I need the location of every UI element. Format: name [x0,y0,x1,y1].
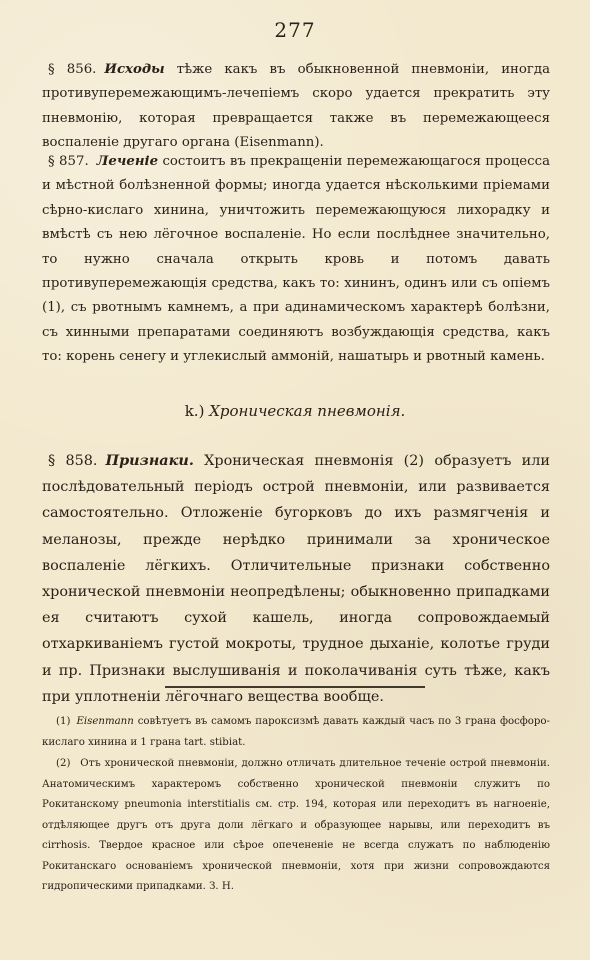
footnote-mark: (1) [56,716,71,727]
subheading-letter: k.) [184,402,205,420]
paragraph-text: Хроническая пневмонія (2) образуетъ или послѣдовательный періодъ острой пневмоніи, или развивается самостоятельно. Отложеніе бугорковъ до ихъ размягченія и меланозы, прежде нерѣдко принимали за хроническое воспаленіе лёгкихъ. Отличительные признаки собственно хронической пневмоніи неопредѣлены; обыкновенно припадками ея считаютъ сухой кашель, иногда сопровождаемый отхаркиваніемъ густой мокроты, трудное дыханіе, колотье груди и пр. Признаки выслушиванія и поколачиванія суть тѣже, какъ при уплотненіи лёгочнаго вещества вообще. [42,453,550,705]
section-lead: Признаки. [105,452,194,469]
footnote-divider [165,686,425,688]
footnote-text: Отъ хронической пневмоніи, должно отличать длительное теченіе острой пневмоніи. Анатомическимъ характеромъ собственно хронической пневмоніи служитъ по Рокитанскому pneumonia interstitialis см. стр. 194, которая или переходитъ въ нагноеніе, отдѣляющее другъ отъ друга доли лёгкаго и образующее нарывы, или переходитъ въ cirrhosis. Твердое красное или сѣрое опечененіе не всегда служатъ по наблюденію Рокитанскаго основаніемъ хронической пневмоніи, хотя при жизни сопровождаются гидропическими припадками. З. Н. [42,758,550,892]
footnote-mark: (2) [56,758,71,769]
paragraph-857 [42,150,550,370]
paragraph-856 [42,58,550,156]
paragraph-text: состоитъ въ прекращеніи перемежающагося процесса и мѣстной болѣзненной формы; иногда удается нѣсколькими пріемами сѣрно-кислаго хинина, уничтожить перемежающуюся лихорадку и вмѣстѣ съ нею лёгочное воспаленіе. Но если послѣднее значительно, то нужно сначала открыть кровь и потомъ давать противуперемежающія средства, какъ то: хининъ, одинъ или съ опіемъ (1), съ рвотнымъ камнемъ, а при адинамическомъ характерѣ болѣзни, съ хинными препаратами соединяютъ возбуждающія средства, какъ то: корень сенегу и углекислый аммоній, нашатырь и рвотный камень. [42,154,550,365]
footnote-text: совѣтуетъ въ самомъ пароксизмѣ давать каждый часъ по 3 грана фосфоро-кислаго хинина и 1 грана tart. stibiat. [42,716,550,748]
paragraph-text: тѣже какъ въ обыкновенной пневмоніи, иногда противуперемежающимъ-лечепіемъ скоро удается прекратить эту пневмонію, которая превращается также въ перемежающееся воспаленіе другаго органа (Eisenmann). [42,62,551,151]
paragraph-858 [42,448,550,710]
footnote-1 [42,712,550,753]
subheading-title: Хроническая пневмонія. [209,402,406,420]
chapter-subheading [0,402,590,420]
section-number: § 856. [48,62,97,77]
footnote-2 [42,754,550,898]
footnotes [42,712,550,899]
section-number: § 857. [48,154,89,169]
section-lead: Леченіе [96,154,159,169]
section-number: § 858. [48,453,98,469]
page-number: 277 [274,18,316,42]
footnote-lead: Eisenmann [76,716,134,727]
section-lead: Исходы [104,62,165,77]
